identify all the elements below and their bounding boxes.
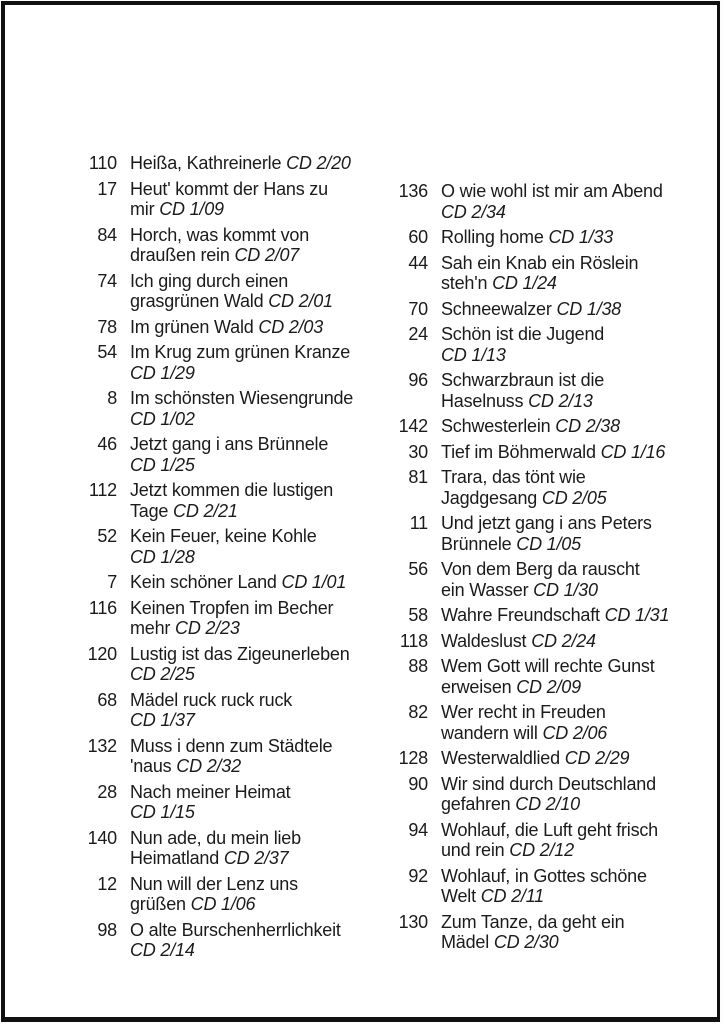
song-title: Wohlauf, in Gottes schöne Welt CD 2/11	[441, 865, 647, 906]
song-entry	[75, 271, 385, 312]
cd-track-ref: CD 1/28	[130, 546, 195, 567]
cd-track-ref: CD 1/25	[130, 454, 195, 475]
song-entry	[75, 388, 385, 429]
song-title: Von dem Berg da rauscht ein Wasser CD 1/30	[441, 559, 640, 600]
song-page-number: 70	[408, 298, 428, 319]
song-title: Im grünen Wald CD 2/03	[130, 316, 324, 337]
song-title: Wohlauf, die Luft geht frisch und rein CD 2/12	[441, 819, 658, 860]
song-title: Schön ist die Jugend CD 1/13	[441, 324, 605, 365]
song-title: Sah ein Knab ein Röslein steh'n CD 1/24	[441, 252, 639, 293]
cd-track-ref: CD 1/31	[604, 605, 670, 625]
song-page-number: 28	[97, 781, 117, 802]
song-entry	[386, 912, 696, 953]
song-title: Und jetzt gang i ans Peters Brünnele CD 1/05	[441, 513, 652, 554]
cd-track-ref: CD 1/16	[600, 441, 666, 462]
song-index-left-column	[75, 153, 385, 966]
song-entry	[75, 342, 385, 383]
song-title: Heut' kommt der Hans zu mir CD 1/09	[130, 178, 328, 219]
song-page-number: 11	[409, 513, 428, 533]
song-entry	[386, 774, 696, 815]
song-entry	[75, 874, 385, 915]
song-page-number: 78	[97, 316, 117, 337]
song-entry	[386, 513, 696, 554]
song-title: Wir sind durch Deutschland gefahren CD 2/10	[441, 773, 656, 814]
cd-track-ref: CD 2/12	[509, 840, 574, 860]
song-title: Lustig ist das Zigeunerleben CD 2/25	[130, 643, 350, 684]
song-title: Jetzt kommen die lustigen Tage CD 2/21	[130, 480, 334, 521]
song-page-number: 130	[398, 911, 428, 932]
song-page-number: 60	[408, 227, 428, 247]
song-page-number: 120	[87, 643, 117, 664]
song-entry	[386, 559, 696, 600]
song-page-number: 82	[408, 702, 428, 722]
song-title: Jetzt gang i ans Brünnele CD 1/25	[130, 434, 329, 475]
cd-track-ref: CD 2/25	[130, 664, 195, 684]
song-title: O alte Burschenherrlichkeit CD 2/14	[130, 919, 341, 960]
song-entry	[75, 690, 385, 731]
cd-track-ref: CD 2/37	[223, 848, 289, 868]
song-page-number: 46	[97, 434, 117, 454]
song-entry	[75, 828, 385, 869]
cd-track-ref: CD 2/06	[542, 722, 608, 743]
cd-track-ref: CD 2/09	[516, 676, 581, 697]
song-title: Horch, was kommt von draußen rein CD 2/07	[130, 224, 310, 265]
cd-track-ref: CD 2/32	[176, 756, 241, 776]
song-page-number: 7	[107, 572, 117, 592]
song-title: Kein Feuer, keine Kohle CD 1/28	[130, 526, 317, 567]
song-entry	[386, 227, 696, 248]
song-entry	[75, 434, 385, 475]
cd-track-ref: CD 1/02	[130, 408, 195, 429]
cd-track-ref: CD 2/13	[528, 390, 593, 411]
song-entry	[75, 920, 385, 961]
song-title: Rolling home CD 1/33	[441, 227, 614, 247]
page-border-frame	[1, 1, 720, 1022]
song-page-number: 92	[408, 865, 428, 886]
cd-track-ref: CD 2/20	[286, 153, 351, 173]
song-entry	[386, 324, 696, 365]
song-entry	[386, 370, 696, 411]
song-page-number: 88	[408, 656, 428, 676]
song-entry	[75, 317, 385, 338]
song-page-number: 12	[97, 873, 117, 894]
cd-track-ref: CD 1/29	[130, 362, 195, 383]
song-page-number: 98	[97, 919, 117, 940]
song-title: Westerwaldlied CD 2/29	[441, 748, 630, 768]
song-entry	[386, 467, 696, 508]
cd-track-ref: CD 2/10	[515, 794, 580, 814]
song-entry	[75, 782, 385, 823]
song-title: Muss i denn zum Städtele 'naus CD 2/32	[130, 735, 333, 776]
cd-track-ref: CD 1/38	[556, 298, 622, 319]
song-page-number: 17	[97, 178, 117, 199]
cd-track-ref: CD 2/07	[234, 245, 300, 265]
song-page-number: 112	[88, 480, 117, 500]
song-page-number: 52	[97, 526, 117, 546]
song-page-number: 74	[97, 270, 117, 291]
song-title: Ich ging durch einen grasgrünen Wald CD 2/01	[130, 270, 333, 311]
cd-track-ref: CD 1/01	[281, 572, 347, 592]
song-entry	[386, 605, 696, 626]
cd-track-ref: CD 2/24	[531, 630, 596, 651]
cd-track-ref: CD 1/24	[492, 273, 557, 293]
song-title: Zum Tanze, da geht ein Mädel CD 2/30	[441, 911, 625, 952]
cd-track-ref: CD 1/37	[130, 710, 195, 730]
song-title: Nun will der Lenz uns grüßen CD 1/06	[130, 873, 298, 914]
song-page-number: 90	[408, 773, 428, 794]
song-title: Waldeslust CD 2/24	[441, 630, 596, 651]
song-entry	[75, 736, 385, 777]
cd-track-ref: CD 2/01	[268, 291, 333, 311]
cd-track-ref: CD 2/34	[441, 201, 506, 222]
song-index-right-column	[386, 181, 696, 958]
song-title: Wahre Freundschaft CD 1/31	[441, 605, 670, 625]
cd-track-ref: CD 2/14	[130, 940, 195, 960]
song-page-number: 96	[408, 370, 428, 390]
song-title: Tief im Böhmerwald CD 1/16	[441, 441, 666, 462]
song-page-number: 24	[408, 324, 428, 344]
song-page-number: 132	[87, 735, 117, 756]
song-title: Kein schöner Land CD 1/01	[130, 572, 347, 592]
cd-track-ref: CD 1/30	[533, 579, 598, 600]
song-entry	[386, 181, 696, 222]
song-entry	[386, 820, 696, 861]
cd-track-ref: CD 2/11	[480, 886, 544, 906]
song-page-number: 56	[408, 559, 428, 579]
song-page-number: 54	[97, 342, 117, 362]
cd-track-ref: CD 1/33	[548, 227, 614, 247]
song-entry	[75, 153, 385, 174]
song-entry	[386, 631, 696, 652]
song-title: Im Krug zum grünen Kranze CD 1/29	[130, 342, 351, 383]
song-page-number: 110	[88, 153, 117, 173]
song-title: Nun ade, du mein lieb Heimatland CD 2/37	[130, 827, 301, 868]
song-title: Keinen Tropfen im Becher mehr CD 2/23	[130, 597, 334, 638]
song-title: Schwesterlein CD 2/38	[441, 416, 620, 436]
cd-track-ref: CD 1/05	[516, 533, 581, 554]
song-entry	[75, 572, 385, 593]
song-page-number: 58	[408, 605, 428, 625]
cd-track-ref: CD 1/06	[190, 894, 256, 914]
cd-track-ref: CD 2/29	[564, 748, 630, 768]
song-entry	[386, 442, 696, 463]
song-page-number: 68	[97, 689, 117, 710]
song-page-number: 142	[398, 416, 428, 436]
song-title: Nach meiner Heimat CD 1/15	[130, 781, 291, 822]
cd-track-ref: CD 2/21	[173, 500, 238, 521]
song-entry	[386, 866, 696, 907]
song-title: Heißa, Kathreinerle CD 2/20	[130, 153, 351, 173]
song-entry	[386, 416, 696, 437]
song-title: Schneewalzer CD 1/38	[441, 298, 622, 319]
song-page-number: 8	[107, 388, 117, 408]
song-entry	[75, 644, 385, 685]
song-entry	[386, 253, 696, 294]
song-page-number: 94	[408, 819, 428, 840]
song-entry	[386, 299, 696, 320]
song-entry	[75, 480, 385, 521]
cd-track-ref: CD 2/38	[555, 416, 620, 436]
song-entry	[386, 702, 696, 743]
cd-track-ref: CD 1/09	[159, 199, 224, 219]
song-entry	[75, 179, 385, 220]
song-page-number: 30	[408, 441, 428, 462]
cd-track-ref: CD 2/05	[541, 487, 607, 508]
song-title: O wie wohl ist mir am Abend CD 2/34	[441, 181, 663, 222]
song-title: Im schönsten Wiesengrunde CD 1/02	[130, 388, 354, 429]
song-title: Trara, das tönt wie Jagdgesang CD 2/05	[441, 467, 607, 508]
song-entry	[75, 526, 385, 567]
song-title: Wer recht in Freuden wandern will CD 2/06	[441, 702, 608, 743]
song-page-number: 136	[398, 181, 428, 201]
song-page-number: 118	[399, 630, 428, 651]
song-page-number: 81	[408, 467, 428, 487]
song-page-number: 140	[87, 827, 117, 848]
song-entry	[75, 598, 385, 639]
song-title: Mädel ruck ruck ruck CD 1/37	[130, 689, 293, 730]
song-title: Wem Gott will rechte Gunst erweisen CD 2/09	[441, 656, 655, 697]
song-title: Schwarzbraun ist die Haselnuss CD 2/13	[441, 370, 605, 411]
song-page-number: 116	[88, 597, 117, 618]
song-entry	[386, 656, 696, 697]
song-page-number: 128	[398, 748, 428, 768]
song-entry	[75, 225, 385, 266]
song-page-number: 44	[408, 252, 428, 273]
song-entry	[386, 748, 696, 769]
cd-track-ref: CD 1/15	[130, 802, 195, 822]
song-page-number: 84	[97, 224, 117, 245]
cd-track-ref: CD 2/23	[175, 618, 240, 638]
cd-track-ref: CD 1/13	[441, 344, 506, 365]
cd-track-ref: CD 2/03	[258, 316, 324, 337]
cd-track-ref: CD 2/30	[493, 932, 559, 952]
